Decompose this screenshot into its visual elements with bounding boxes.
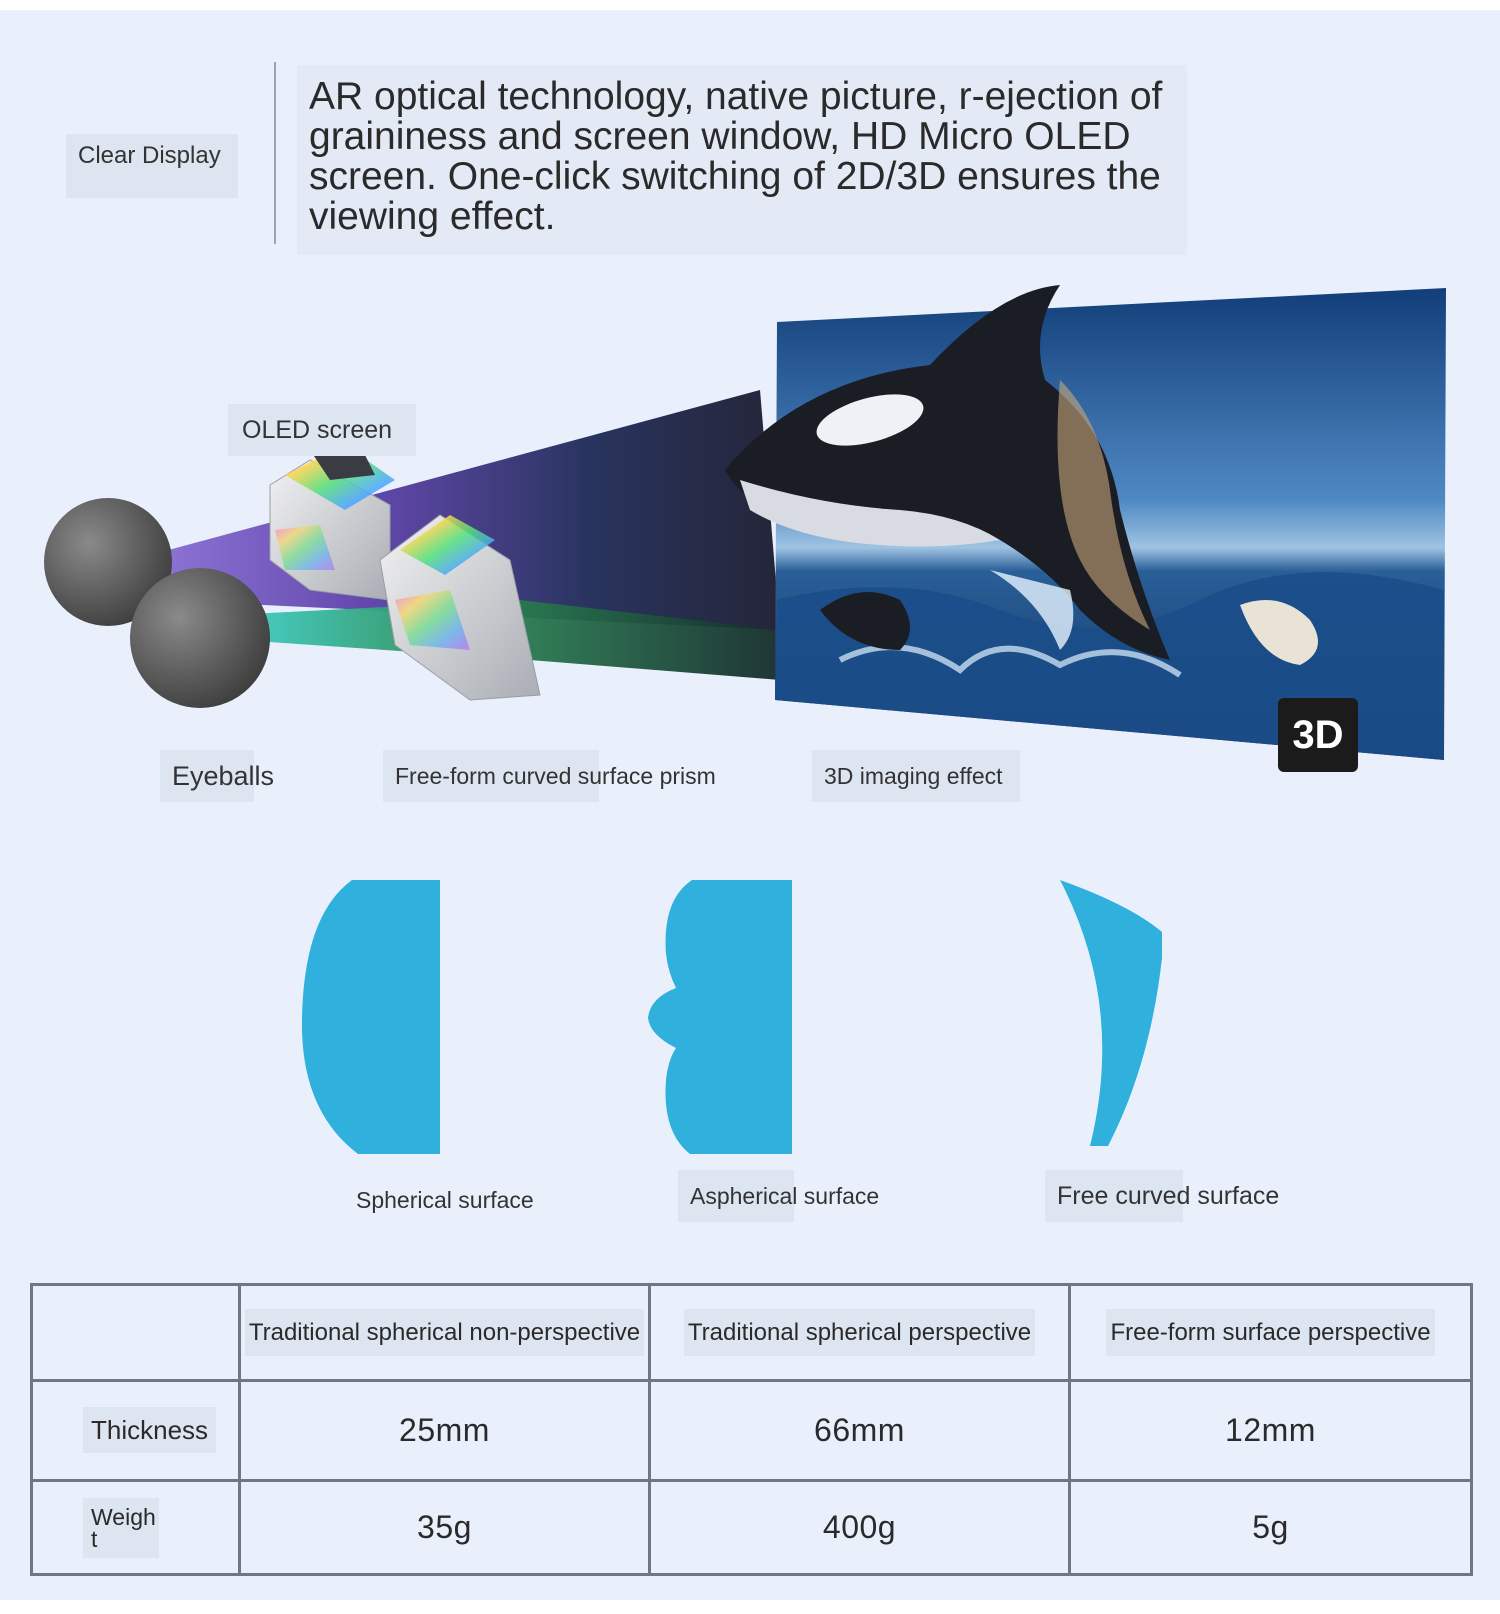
lens-label-free-curved-text: Free curved surface bbox=[1057, 1181, 1280, 1210]
label-imaging-text: 3D imaging effect bbox=[824, 762, 1003, 789]
label-eyeballs bbox=[160, 750, 275, 802]
lens-label-spherical-text: Spherical surface bbox=[356, 1186, 534, 1213]
label-prism-text: Free-form curved surface prism bbox=[395, 762, 716, 789]
table-header-row bbox=[32, 1285, 1472, 1381]
table-cell: 5g bbox=[1070, 1481, 1472, 1575]
label-prism bbox=[383, 750, 716, 802]
table-cell: 400g bbox=[650, 1481, 1070, 1575]
comparison-table bbox=[30, 1283, 1473, 1576]
section-tag bbox=[66, 134, 238, 198]
row-label: Weigh t bbox=[32, 1481, 240, 1575]
lens-aspherical bbox=[648, 880, 792, 1154]
optical-diagram bbox=[0, 270, 1500, 810]
table-cell: 25mm bbox=[240, 1381, 650, 1481]
lens-free-curved bbox=[1060, 880, 1162, 1146]
table-row bbox=[32, 1381, 1472, 1481]
lens-label-aspherical bbox=[678, 1170, 880, 1222]
row-label: Thickness bbox=[32, 1381, 240, 1481]
lens-spherical bbox=[302, 880, 440, 1154]
table-header-cell bbox=[32, 1285, 240, 1381]
table-cell: 12mm bbox=[1070, 1381, 1472, 1481]
table-cell: 35g bbox=[240, 1481, 650, 1575]
divider bbox=[274, 62, 276, 244]
label-imaging bbox=[812, 750, 1020, 802]
lens-label-aspherical-text: Aspherical surface bbox=[690, 1182, 880, 1209]
lens-label-free-curved bbox=[1045, 1170, 1280, 1222]
headline: AR optical technology, native picture, r-ejection of graininess and screen window, HD Micro OLED screen. One-click switching of 2D/3D ensures the viewing effect. bbox=[297, 65, 1187, 255]
table-cell: 66mm bbox=[650, 1381, 1070, 1481]
table-header-cell: Traditional spherical perspective bbox=[650, 1285, 1070, 1381]
label-eyeballs-text: Eyeballs bbox=[172, 760, 275, 791]
label-oled-text: OLED screen bbox=[242, 415, 393, 444]
label-oled bbox=[228, 404, 416, 456]
lens-shapes bbox=[0, 870, 1500, 1170]
lens-label-spherical bbox=[346, 1174, 542, 1226]
3d-badge-label: 3D bbox=[1292, 713, 1344, 757]
table-header-cell: Traditional spherical non-perspective bbox=[240, 1285, 650, 1381]
eyeball-right bbox=[130, 568, 270, 708]
table-header-cell: Free-form surface perspective bbox=[1070, 1285, 1472, 1381]
section-tag-label: Clear Display bbox=[78, 142, 221, 169]
table-row bbox=[32, 1481, 1472, 1575]
